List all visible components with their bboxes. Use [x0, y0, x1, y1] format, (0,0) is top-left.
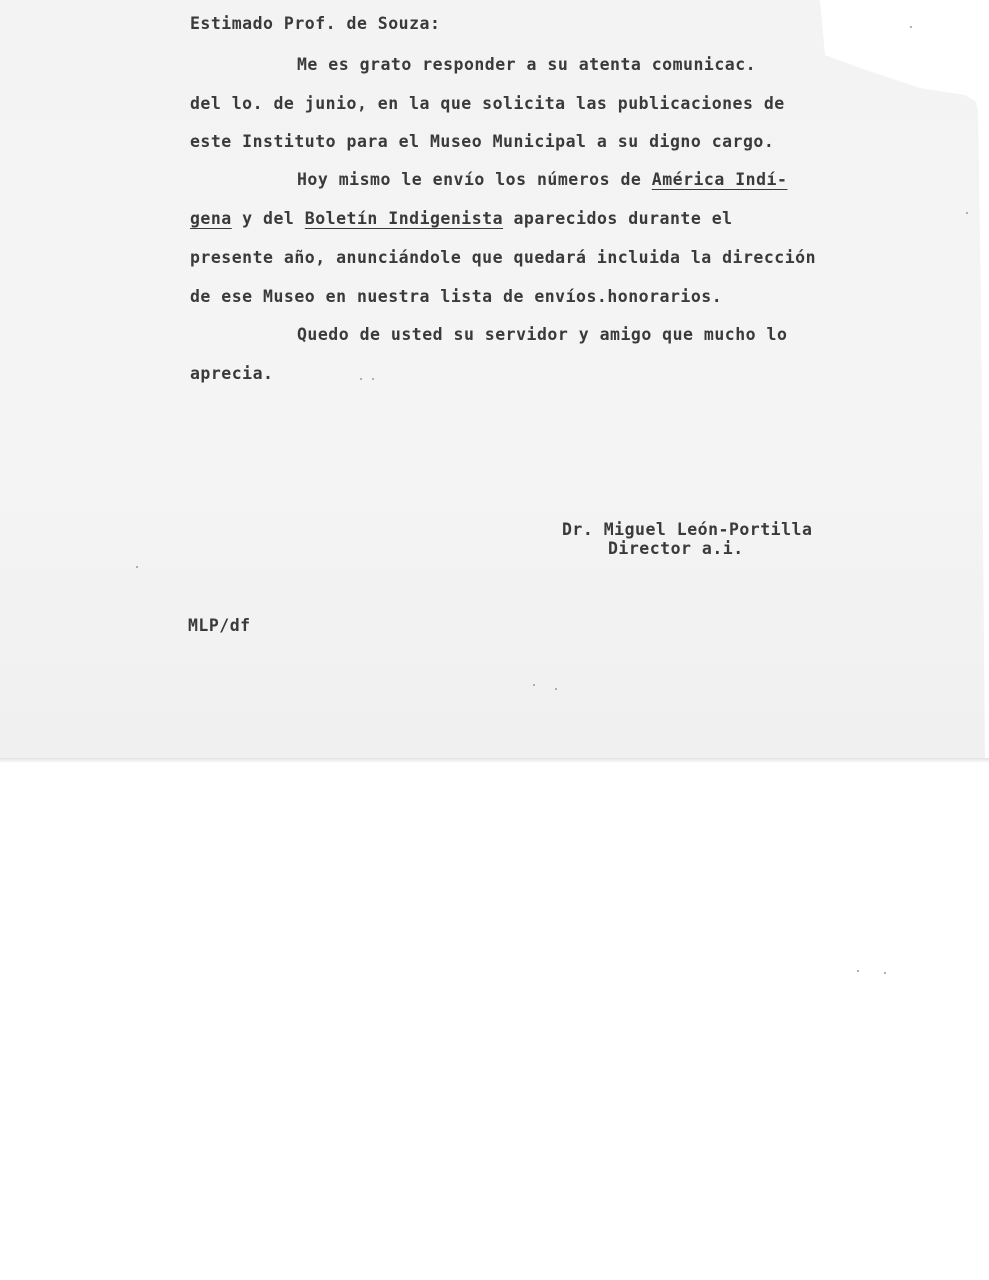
body-line: Me es grato responder a su atenta comunicac. [297, 55, 757, 74]
smudge [884, 972, 886, 974]
sheet-edge [0, 758, 989, 763]
body-line: del lo. de junio, en la que solicita las publicaciones de [190, 94, 785, 113]
initials: MLP/df [188, 616, 251, 635]
body-text: aparecidos durante el [503, 209, 733, 228]
publication-title: Boletín Indigenista [304, 209, 504, 228]
body-text: y del [231, 209, 305, 228]
body-line: aprecia. [190, 364, 274, 383]
smudge [136, 566, 138, 568]
body-line [190, 209, 733, 228]
publication-title: gena [190, 209, 232, 228]
smudge [857, 970, 859, 972]
signature-title: Director a.i. [608, 539, 744, 558]
smudge [555, 688, 557, 690]
smudge [372, 378, 374, 380]
smudge [533, 684, 535, 686]
salutation: Estimado Prof. de Souza: [190, 14, 441, 33]
smudge [360, 378, 362, 380]
body-line: Quedo de usted su servidor y amigo que mucho lo [297, 325, 788, 344]
smudge [910, 26, 912, 28]
body-line [297, 170, 787, 189]
publication-title: América Indí- [651, 170, 788, 189]
body-text: Hoy mismo le envío los números de [297, 170, 652, 189]
smudge [966, 212, 968, 214]
body-line: presente año, anunciándole que quedará incluida la dirección [190, 248, 817, 267]
body-line: de ese Museo en nuestra lista de envíos.honorarios. [190, 287, 723, 306]
signature-name: Dr. Miguel León-Portilla [562, 520, 813, 539]
body-line: este Instituto para el Museo Municipal a su digno cargo. [190, 132, 775, 151]
